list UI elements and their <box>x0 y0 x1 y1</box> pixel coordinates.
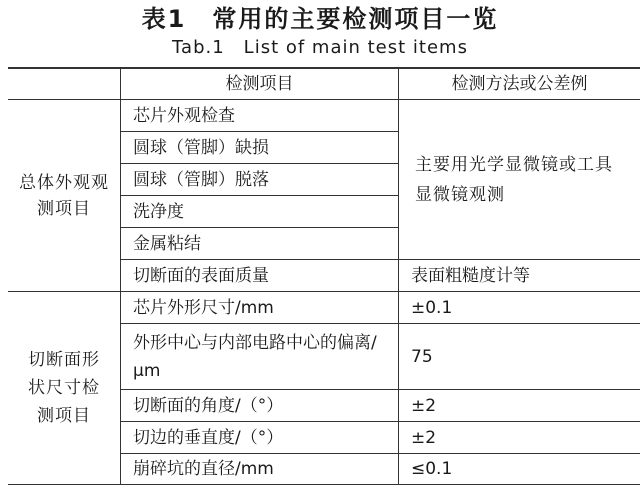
table-cell-value: 75 <box>411 346 433 367</box>
category-cut-surface-dimensions: 切断面形状尺寸检测项目 <box>28 350 100 426</box>
table-cell-item: 切边的垂直度/（°） <box>133 427 284 448</box>
test-items-table <box>8 67 640 485</box>
table-cell-value: ≤0.1 <box>411 459 453 479</box>
table-cell-merged-method: 主要用光学显微镜或工具显微镜观测 <box>415 154 613 205</box>
table-cell-value: 表面粗糙度计等 <box>411 265 530 286</box>
table-cell-item: 崩碎坑的直径/mm <box>133 459 274 479</box>
table-cell-item: 圆球（管脚）缺损 <box>133 137 269 158</box>
table-cell-item: 芯片外形尺寸/mm <box>133 297 274 318</box>
table-cell-item: 洗净度 <box>133 201 184 222</box>
header-category <box>8 69 120 99</box>
table-cell-item: 芯片外观检查 <box>133 105 235 126</box>
table-bottom-border <box>8 484 640 485</box>
table-title-english: Tab.1 List of main test items <box>172 37 468 58</box>
category-overall-appearance: 总体外观观测项目 <box>19 172 109 219</box>
table-cell-item: 圆球（管脚）脱落 <box>133 169 269 190</box>
table-cell-item: 金属粘结 <box>133 233 201 254</box>
table-cell-value: ±2 <box>411 395 437 416</box>
table-title-chinese: 表1 常用的主要检测项目一览 <box>141 5 499 33</box>
header-test-method: 检测方法或公差例 <box>451 74 588 94</box>
table-cell-value: ±0.1 <box>411 297 453 318</box>
table-cell-value: ±2 <box>411 427 437 448</box>
header-test-item: 检测项目 <box>225 74 294 94</box>
table-cell-item: 切断面的角度/（°） <box>133 395 284 416</box>
table-cell-item: 外形中心与内部电路中心的偏离/μm <box>133 332 377 381</box>
table-cell-item: 切断面的表面质量 <box>133 265 269 286</box>
